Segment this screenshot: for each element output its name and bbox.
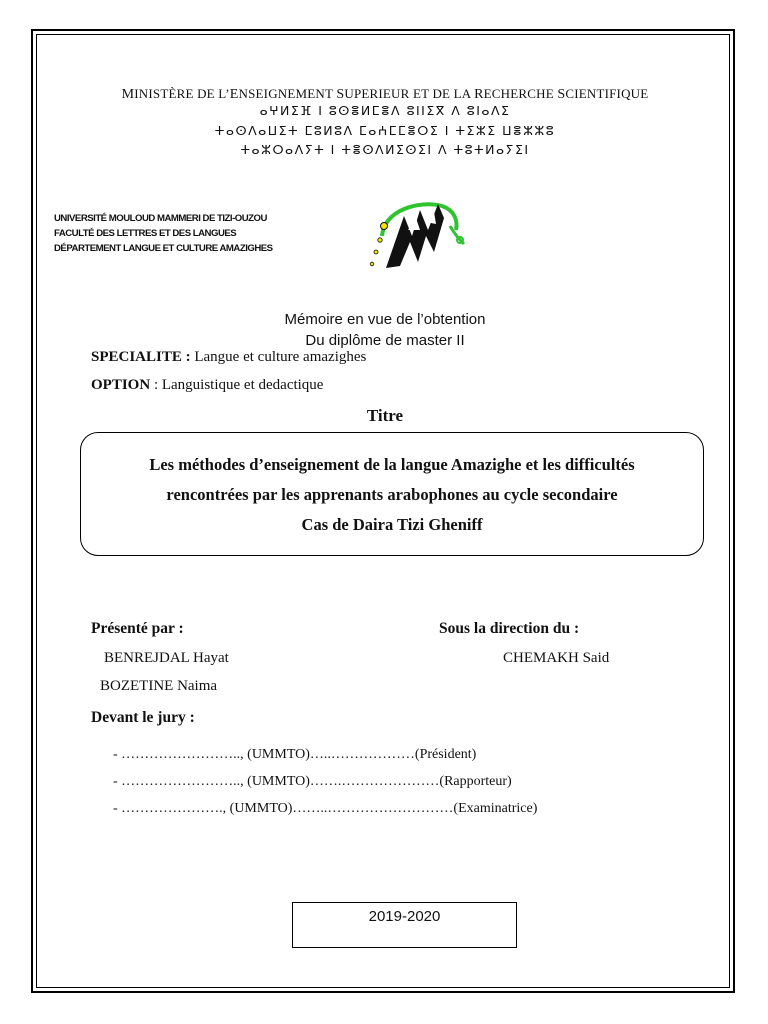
department-name: DÉPARTEMENT LANGUE ET CULTURE AMAZIGHES xyxy=(54,243,273,254)
tifinagh-line-3: ⵜⴰⵣⵔⴰⴷⵢⵜ ⵏ ⵜⴻⵙⴷⵍⵉⵙⵉⵏ ⴷ ⵜⵓⵜⵍⴰⵢⵉⵏ xyxy=(240,142,530,157)
option-line xyxy=(91,377,323,394)
university-name: UNIVERSITÉ MOULOUD MAMMERI DE TIZI-OUZOU xyxy=(54,213,267,224)
author-name-2: BOZETINE Naima xyxy=(100,678,218,694)
university-block xyxy=(54,211,273,256)
specialite-line xyxy=(91,349,366,366)
jury-member-rapporteur: - …………………….., (UMMTO)…….…………………(Rapporteur) xyxy=(113,774,512,789)
tifinagh-line-1: ⴰⵖⵍⵉⴼ ⵏ ⵓⵙⴻⵍⵎⴻⴷ ⵓⵏⵏⵉⴳ ⴷ ⵓⵏⴰⴷⵉ xyxy=(259,103,511,118)
jury-label: Devant le jury : xyxy=(91,709,195,726)
thesis-title-line-3: Cas de Daira Tizi Gheniff xyxy=(301,515,483,534)
memoire-line-2: Du diplôme de master II xyxy=(305,332,465,349)
thesis-title xyxy=(80,450,704,540)
titre-label: Titre xyxy=(366,406,404,425)
presente-label: Présenté par : xyxy=(91,620,184,637)
thesis-title-line-2: rencontrées par les apprenants arabophones au cycle secondaire xyxy=(166,485,618,504)
specialite-label: SPECIALITE : xyxy=(91,349,191,365)
ministry-title: MINISTÈRE DE L’ENSEIGNEMENT SUPERIEUR ET DE LA RECHERCHE SCIENTIFIQUE xyxy=(121,86,649,102)
supervisor-name: CHEMAKH Said xyxy=(503,650,610,666)
memoire-heading xyxy=(40,309,730,351)
jury-member-examinatrice: - …………………., (UMMTO)……..………………………(Examinatrice) xyxy=(113,801,538,816)
thesis-title-line-1: Les méthodes d’enseignement de la langue Amazighe et les difficultés xyxy=(149,455,635,474)
memoire-line-1: Mémoire en vue de l’obtention xyxy=(284,311,486,328)
option-label: OPTION xyxy=(91,377,151,393)
academic-year: 2019-2020 xyxy=(368,908,441,925)
university-logo xyxy=(364,196,474,272)
tifinagh-line-2: ⵜⴰⵙⴷⴰⵡⵉⵜ ⵎⵓⵍⵓⴷ ⵎⴰⵄⵎⵎⴻⵔⵉ ⵏ ⵜⵉⵣⵉ ⵡⴻⵣⵣⵓ xyxy=(214,123,556,138)
jury-member-president: - …………………….., (UMMTO)…..………………(Président) xyxy=(113,747,477,762)
direction-label: Sous la direction du : xyxy=(439,620,580,637)
author-name-1: BENREJDAL Hayat xyxy=(104,650,229,666)
option-value: : Languistique et dedactique xyxy=(150,377,324,393)
specialite-value: Langue et culture amazighes xyxy=(190,349,367,365)
faculty-name: FACULTÉ DES LETTRES ET DES LANGUES xyxy=(54,228,237,239)
